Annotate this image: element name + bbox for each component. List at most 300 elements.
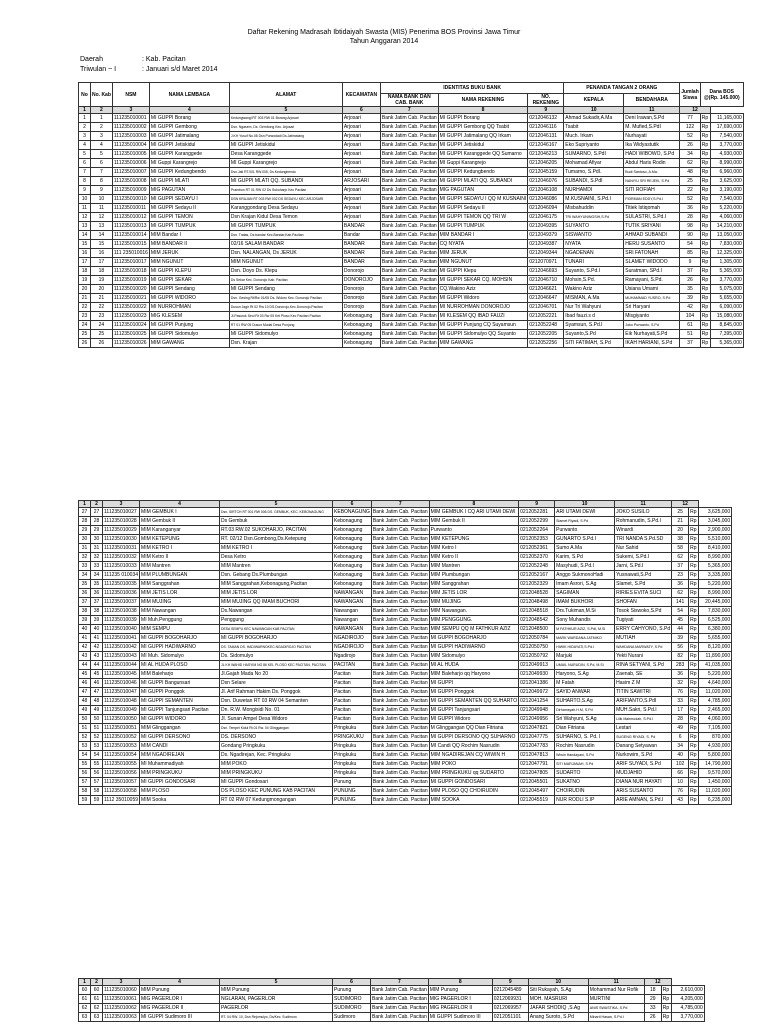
row-alamat: Dsn.Jati RT.001 RW.005, Ds.Kedungbendo <box>229 168 342 177</box>
row-nama-bank: Bank Jatim Cab. Pacitan <box>372 572 428 578</box>
row-no: 39 <box>79 616 91 625</box>
row-kepala: NGADENAN <box>564 249 624 258</box>
row-no: 24 <box>79 321 91 330</box>
row-nama-bank: Bank Jatim Cab. Pacitan <box>372 626 428 632</box>
column-number: 2 <box>91 501 103 508</box>
row-bendahara: Nurhayati <box>624 132 680 141</box>
row-dana-bos: 5,075,000 <box>710 285 743 294</box>
row-no-rekening: 0212041386 <box>519 679 555 688</box>
row-dana-bos: 2,465,000 <box>699 706 732 715</box>
row-nama-lembaga: MI GUPPI Bangunsari <box>140 679 220 688</box>
table-row <box>79 1013 705 1022</box>
row-nama-rekening: MI GUPPI Gembong QQ Tsabit <box>438 123 528 132</box>
row-kecamatan: Kebonagung <box>333 562 372 571</box>
row-bendahara: FIDRMAN EDDY,S.Pd.I <box>624 195 680 204</box>
column-number: 4 <box>149 107 229 114</box>
row-nama-lembaga: MI GUPPI Ponggok <box>140 688 220 697</box>
row-nama-bank: Bank Jatim Cab. Pacitan <box>381 169 437 175</box>
row-dana-bos: 8,990,000 <box>699 589 732 598</box>
row-nama-lembaga: MI GUPPI TEMON <box>149 213 229 222</box>
row-nama-lembaga: MI GUPPI Sedayu II <box>149 204 229 213</box>
table-row <box>79 114 744 123</box>
row-bendahara: Nur Sahid <box>615 544 672 553</box>
daerah-label: Daerah <box>80 56 103 63</box>
row-nama-bank: Bank Jatim Cab. Pacitan <box>372 716 428 722</box>
row-no: 54 <box>79 751 91 760</box>
row-no-kab: 4 <box>91 141 113 150</box>
row-alamat: MIM Sanggrahan,Kebonagung,Pacitan <box>220 580 333 589</box>
row-nama-bank: Bank Jatim Cab. Pacitan <box>372 662 428 668</box>
row-jumlah-siswa: 54 <box>680 240 701 249</box>
row-kepala: Much. Irkam <box>564 132 624 141</box>
row-no-rekening: 0212052299 <box>519 517 555 526</box>
col-no: No <box>79 83 91 107</box>
row-jumlah-siswa: 34 <box>680 150 701 159</box>
table-row <box>79 150 744 159</box>
row-nama-bank: Bank Jatim Cab. Pacitan <box>372 788 428 794</box>
row-alamat: 02/16 SALAM BANDAR <box>229 240 342 249</box>
row-nama-rekening: MI GUPPI Tanjungsari <box>429 706 519 715</box>
row-nsm: 111235010055 <box>103 760 140 769</box>
row-kecamatan: Kebonagung <box>342 321 380 330</box>
row-no-kab: 18 <box>91 267 113 276</box>
row-no-rekening: 0212046132 <box>528 114 564 123</box>
row-kecamatan: Punung <box>333 986 371 995</box>
row-currency: Rp <box>689 652 699 661</box>
row-nsm: 111235010027 <box>103 508 140 517</box>
row-nsm: 111235010026 <box>112 339 149 348</box>
row-nama-lembaga: MIM Karanganyar <box>140 526 220 535</box>
table-body-2 <box>79 508 732 805</box>
row-no: 27 <box>79 508 91 517</box>
row-nsm: 111235010031 <box>103 544 140 553</box>
row-no: 31 <box>79 544 91 553</box>
row-kecamatan: Punung <box>333 778 372 787</box>
row-bendahara: HADI WIBOWO, S.Pd <box>624 150 680 159</box>
row-jumlah-siswa: 35 <box>680 285 701 294</box>
table-row <box>79 508 732 517</box>
row-nama-rekening: MI GUPPI SEKAR CQ. MOHSIN <box>438 276 528 285</box>
row-kepala: Imam Asrori, S.Ag <box>555 580 615 589</box>
row-alamat: MI GUPPI Jetiskidul <box>229 141 342 150</box>
row-alamat: Penggung <box>220 616 333 625</box>
row-nama-bank: Bank Jatim Cab. Pacitan <box>372 545 428 551</box>
row-bendahara: WAHDANA MARWATY, S.Pd <box>615 643 672 652</box>
row-jumlah-siswa: 39 <box>680 294 701 303</box>
row-jumlah-siswa: 29 <box>644 995 661 1004</box>
row-no: 15 <box>79 240 91 249</box>
row-kecamatan: Kebonagung <box>333 517 372 526</box>
row-alamat: MIM KETRO I <box>220 544 333 553</box>
row-no-rekening: 0212048528 <box>519 589 555 598</box>
row-no-kab: 5 <box>91 150 113 159</box>
column-number: 10 <box>564 107 624 114</box>
row-dana-bos: 5,365,000 <box>699 562 732 571</box>
row-nsm: 111235010054 <box>103 751 140 760</box>
row-nama-bank: Bank Jatim Cab. Pacitan <box>381 133 437 139</box>
row-nama-bank: Bank Jatim Cab. Pacitan <box>372 770 428 776</box>
row-dana-bos: 5,365,000 <box>710 339 743 348</box>
row-dana-bos: 5,220,000 <box>699 580 732 589</box>
row-jumlah-siswa: 37 <box>680 339 701 348</box>
row-currency: Rp <box>661 986 671 995</box>
row-nsm: 111235010009 <box>112 186 149 195</box>
row-dana-bos: 11,165,000 <box>710 114 743 123</box>
row-no: 20 <box>79 285 91 294</box>
row-currency: Rp <box>700 168 710 177</box>
row-nsm: 111235010040 <box>103 625 140 634</box>
row-kepala: UMAIL NURUDIN, S.Pd, M.Si <box>555 661 615 670</box>
row-no-rekening: 0212046086 <box>528 195 564 204</box>
row-bendahara: DIANA NUR HAYATI <box>615 778 672 787</box>
row-kepala: Slamet Riyadi, S.Pd <box>555 517 615 526</box>
row-nsm: 111235010061 <box>103 995 140 1004</box>
row-nama-lembaga: MIM JERUK <box>149 249 229 258</box>
row-nsm: 1112 35010059 <box>104 797 139 803</box>
row-kepala: Misbahuddin <box>564 204 624 213</box>
row-kepala: Eko Supriyanto <box>564 141 624 150</box>
row-kepala: Tsabit <box>564 123 624 132</box>
row-kepala: CHOIRUDIN <box>555 787 615 796</box>
row-kepala: TRI WAHYUNINGSIH,S.Pd <box>564 213 624 222</box>
row-currency: Rp <box>700 321 710 330</box>
row-no-kab: 16 <box>91 249 113 258</box>
row-no-kab: 33 <box>91 562 103 571</box>
row-bendahara: MUHAMMAD YUSRO, S.Pd <box>624 294 680 303</box>
row-kepala: M.KUSNAINI, S.Pd.I <box>564 195 624 204</box>
table-row <box>79 787 732 796</box>
row-no: 29 <box>79 526 91 535</box>
table-row <box>79 249 744 258</box>
row-nsm: 111235010010 <box>112 195 149 204</box>
row-bendahara: Abdul Haris Rodin <box>624 159 680 168</box>
row-kepala: Sri Wahyuni, S.Ag <box>555 715 615 724</box>
row-nama-rekening: MIM MUJING <box>429 598 519 607</box>
row-nama-lembaga: MI GUPPI Karanggede <box>149 150 229 159</box>
row-nama-rekening: MIM PRINGKUKU qq SUDARTO <box>429 769 519 778</box>
row-jumlah-siswa: 37 <box>680 267 701 276</box>
column-number: 2 <box>91 107 113 114</box>
row-dana-bos: 14,790,000 <box>699 760 732 769</box>
row-nama-rekening: MI GUPPI Karanggede QQ Sumarno <box>438 150 528 159</box>
row-kepala: Masyhudi, S.Pd.I <box>555 562 615 571</box>
row-nama-bank: Bank Jatim Cab. Pacitan <box>372 698 428 704</box>
row-nama-lembaga: MI GUPPI WIDORO <box>140 715 220 724</box>
row-no-rekening: 0212045497 <box>519 787 555 796</box>
row-nama-lembaga: MI GUPPI Sidomulyo <box>149 330 229 339</box>
row-no: 56 <box>79 769 91 778</box>
row-nama-lembaga: MI GUPPI SEDAYU I <box>149 195 229 204</box>
row-nsm: 111235010032 <box>103 553 140 562</box>
table-row <box>79 688 732 697</box>
row-kecamatan: Pringkuku <box>333 742 372 751</box>
row-nama-bank: Bank Jatim Cab. Pacitan <box>372 996 427 1002</box>
row-nama-lembaga: MI GUPPI Punjung <box>149 321 229 330</box>
row-nama-bank: Bank Jatim Cab. Pacitan <box>381 187 437 193</box>
table-row <box>79 643 732 652</box>
row-alamat: RT.03 RW.02 SUKOHARJO, PACITAN <box>220 526 333 535</box>
row-currency: Rp <box>689 688 699 697</box>
row-kepala: SUDARTO <box>555 769 615 778</box>
row-kepala: Haryono, S.Ag <box>555 670 615 679</box>
row-currency: Rp <box>689 625 699 634</box>
row-nama-rekening: MIM GAWANG <box>438 339 528 348</box>
row-kepala: SUBANDI, S.PdI <box>564 177 624 186</box>
table-row <box>79 1004 705 1013</box>
row-kepala: SUHARTO,S.Ag <box>555 697 615 706</box>
row-nama-bank: Bank Jatim Cab. Pacitan <box>372 987 427 993</box>
row-nama-bank: Bank Jatim Cab. Pacitan <box>381 277 437 283</box>
row-nama-bank: Bank Jatim Cab. Pacitan <box>381 268 437 274</box>
column-number: 5 <box>220 979 333 986</box>
row-nama-rekening: MI GUPPI Sidomulyo QQ Suyanto <box>438 330 528 339</box>
row-jumlah-siswa: 102 <box>672 760 689 769</box>
row-nama-lembaga: MIG PAGUTAN <box>149 186 229 195</box>
row-bendahara: Sri Haryani <box>624 303 680 312</box>
row-nama-lembaga: MIG PAGERLOR I <box>140 995 220 1004</box>
row-no-kab: 32 <box>91 553 103 562</box>
document-title: Daftar Rekening Madrasah Ibtidaiyah Swasta (MIS) Penerima BOS Provinsi Jawa Timur <box>247 29 521 36</box>
row-no-kab: 53 <box>91 742 103 751</box>
row-no-kab: 56 <box>91 769 103 778</box>
row-kecamatan: Kebonagung <box>333 535 372 544</box>
row-currency: Rp <box>700 339 710 348</box>
row-dana-bos: 6,960,000 <box>710 168 743 177</box>
row-dana-bos: 20,445,000 <box>699 598 732 607</box>
row-no: 57 <box>79 778 91 787</box>
row-kecamatan: Pringkuku <box>333 751 372 760</box>
row-no: 26 <box>79 339 91 348</box>
table-row <box>79 760 732 769</box>
row-no-rekening: 0212046701 <box>528 303 564 312</box>
row-jumlah-siswa: 26 <box>680 141 701 150</box>
row-no-rekening: 0212049387 <box>528 240 564 249</box>
row-alamat: Ds.Nawangan <box>220 607 333 616</box>
row-bendahara: ARIF SUYADI, S.Pd <box>615 760 672 769</box>
row-dana-bos: 3,770,000 <box>710 141 743 150</box>
row-dana-bos: 5,655,000 <box>699 634 732 643</box>
row-kecamatan: DONOROJO <box>342 276 380 285</box>
row-kecamatan: Donorojo <box>342 294 380 303</box>
row-bendahara: MUDJAHID <box>615 769 672 778</box>
row-nama-rekening: MI Candi QQ Rochim Nasrudin <box>429 742 519 751</box>
row-dana-bos: 5,510,000 <box>699 535 732 544</box>
row-bendahara: Winardi <box>615 526 672 535</box>
row-nama-bank: Bank Jatim Cab. Pacitan <box>381 196 437 202</box>
row-no-kab: 24 <box>91 321 113 330</box>
row-currency: Rp <box>689 796 699 805</box>
row-currency: Rp <box>700 231 710 240</box>
row-nama-lembaga: MIM Glinggangan <box>140 724 220 733</box>
col-identitas: IDENTITAS BUKU BANK <box>380 83 563 94</box>
row-jumlah-siswa: 28 <box>672 715 689 724</box>
row-nama-rekening: MIM SEMPU QQ M FATHKUR AZIZ <box>429 625 519 634</box>
row-no-rekening: 0212048542 <box>519 616 555 625</box>
row-alamat: Dsn. SIRTCH RT 001 RW 006 DS. GEMBUK, KEC. KEBONAGUNG <box>220 508 333 517</box>
row-kecamatan: Kebonagung <box>333 553 372 562</box>
row-nsm: 111235010005 <box>112 150 149 159</box>
row-bendahara: Titiek Istiqomah <box>624 204 680 213</box>
row-jumlah-siswa: 6 <box>672 733 689 742</box>
row-nama-rekening: MIM Mantren <box>429 562 519 571</box>
row-nama-rekening: MIM Ketro I <box>429 544 519 553</box>
row-bendahara: IKAH HARIANI, S.Pd <box>624 339 680 348</box>
table-row <box>79 204 744 213</box>
row-nama-lembaga: MI GUPPI Kedungbendo <box>149 168 229 177</box>
row-dana-bos: 1,450,000 <box>699 778 732 787</box>
row-jumlah-siswa: 54 <box>672 607 689 616</box>
row-jumlah-siswa: 62 <box>672 553 689 562</box>
row-nama-rekening: M Glinggangan QQ Dian Fitriana <box>429 724 519 733</box>
row-dana-bos: 7,830,000 <box>699 607 732 616</box>
row-kepala: SAYID ANWAR <box>555 688 615 697</box>
row-dana-bos: 4,930,000 <box>710 150 743 159</box>
row-currency: Rp <box>689 760 699 769</box>
row-alamat: MI GUPPI Gondosari <box>220 778 333 787</box>
row-currency: Rp <box>700 258 710 267</box>
row-no-rekening: 0212046076 <box>528 177 564 186</box>
row-dana-bos: 3,335,000 <box>699 571 732 580</box>
row-currency: Rp <box>700 177 710 186</box>
row-currency: Rp <box>689 562 699 571</box>
row-jumlah-siswa: 21 <box>672 517 689 526</box>
row-alamat: DSN KRAJAN RT 003 RW 002 DS SEDAYU KEC ARJOSARI <box>229 195 342 204</box>
row-no-kab: 52 <box>91 733 103 742</box>
row-alamat: Dn. R.W. Mongisidi No. 01 <box>220 706 333 715</box>
row-kecamatan: Kebonagung <box>342 312 380 321</box>
row-jumlah-siswa: 52 <box>680 195 701 204</box>
row-currency: Rp <box>700 114 710 123</box>
row-no-rekening: 0212050750 <box>519 643 555 652</box>
row-kepala: Anang Suroto, S.Pd <box>528 1013 588 1022</box>
row-currency: Rp <box>689 715 699 724</box>
row-kecamatan: Arjosari <box>342 213 380 222</box>
row-nama-lembaga: MIM JETIS LOR <box>140 589 220 598</box>
row-kepala: Rochim Nasrudin <box>555 742 615 751</box>
row-no-rekening: 0212045519 <box>519 796 555 805</box>
row-no-rekening: 0212047775 <box>519 733 555 742</box>
row-nama-bank: Bank Jatim Cab. Pacitan <box>381 304 437 310</box>
row-kecamatan: Arjosari <box>342 195 380 204</box>
row-currency: Rp <box>689 751 699 760</box>
column-number: 9 <box>519 501 555 508</box>
row-dana-bos: 3,625,000 <box>699 508 732 517</box>
row-kecamatan: PACITAN <box>333 661 372 670</box>
row-alamat: MI GUPPI TUMPUK <box>229 222 342 231</box>
column-number: 11 <box>615 501 672 508</box>
row-alamat: DS PLOSO KEC PUNUNG KAB PACITAN <box>220 787 333 796</box>
row-no-kab: 42 <box>91 643 103 652</box>
row-no-rekening: 0212052167 <box>519 571 555 580</box>
table-row <box>79 222 744 231</box>
row-bendahara: Tugiyati <box>615 616 672 625</box>
row-no: 59 <box>79 796 91 805</box>
row-nama-bank: Bank Jatim Cab. Pacitan <box>372 608 428 614</box>
row-dana-bos: 5,220,000 <box>699 670 732 679</box>
row-no-kab: 13 <box>91 222 113 231</box>
row-dana-bos: 12,325,000 <box>710 249 743 258</box>
row-kepala: Ibad fauzi.s d <box>564 312 624 321</box>
row-nama-bank: Bank Jatim Cab. Pacitan <box>381 142 437 148</box>
row-alamat: DS. DERSONO <box>220 733 333 742</box>
row-kepala: Tumarno, S.PdI. <box>564 168 624 177</box>
row-kepala: Sumo A.Ma <box>555 544 615 553</box>
row-kecamatan: Pringkuku <box>333 760 372 769</box>
row-jumlah-siswa: 33 <box>672 697 689 706</box>
table-row <box>79 517 732 526</box>
row-kepala: Drs.Tukiman,M.Si <box>555 607 615 616</box>
row-bendahara: Rohmanudin, S.Pd.I <box>615 517 672 526</box>
row-kecamatan: BANDAR <box>342 258 380 267</box>
row-kepala: Dian Fitriana <box>555 724 615 733</box>
row-nsm: 111235010042 <box>103 643 140 652</box>
row-kecamatan: BANDAR <box>342 240 380 249</box>
row-currency: Rp <box>689 769 699 778</box>
row-nama-lembaga: MI NURROHMAN <box>149 303 229 312</box>
row-no: 36 <box>79 589 91 598</box>
column-number: 6 <box>333 501 372 508</box>
row-no-kab: 63 <box>91 1013 103 1022</box>
row-nsm: 111235010050 <box>103 715 140 724</box>
row-nama-bank: Bank Jatim Cab. Pacitan <box>372 581 428 587</box>
row-alamat: RT 01 RW 05 Dusun Mudal Desa Punjung <box>229 321 342 330</box>
row-bendahara: Mohammad Nur Rofik <box>588 986 644 995</box>
row-kepala: Mohamad Afiyar <box>564 159 624 168</box>
row-kecamatan: Arjosari <box>342 150 380 159</box>
row-dana-bos: 8,990,000 <box>699 553 732 562</box>
col-kepala: KEPALA <box>564 94 624 107</box>
row-bendahara: RIRIES EVITA SUCI <box>615 589 672 598</box>
row-nsm: 111235010044 <box>103 661 140 670</box>
row-dana-bos: 4,785,000 <box>671 1004 704 1013</box>
col-alamat: ALAMAT <box>229 83 342 107</box>
row-nama-rekening: MI GUPPI Ponggok <box>429 688 519 697</box>
row-nama-rekening: MIM Gembuk II <box>429 517 519 526</box>
column-number: 3 <box>103 979 140 986</box>
row-jumlah-siswa: 26 <box>644 1013 661 1022</box>
row-jumlah-siswa: 9 <box>680 258 701 267</box>
row-kecamatan: Arjosari <box>342 204 380 213</box>
row-bendahara: SHOFAN <box>615 598 672 607</box>
row-nama-rekening: MIM Plumbungan <box>429 571 519 580</box>
row-nama-lembaga: MIM Baleharjo <box>140 670 220 679</box>
row-dana-bos: 6,090,000 <box>710 303 743 312</box>
row-nama-rekening: MIM PLOSO QQ CHOIRUDIN <box>429 787 519 796</box>
row-no-rekening: 0212049956 <box>519 715 555 724</box>
row-nsm: 111235010048 <box>103 697 140 706</box>
table-row <box>79 553 732 562</box>
row-nsm: 111235010006 <box>112 159 149 168</box>
row-no-kab: 30 <box>91 535 103 544</box>
row-nsm: 111235010030 <box>103 535 140 544</box>
row-nama-lembaga: MIM NGADIREJAN <box>140 751 220 760</box>
column-number: 1 <box>79 107 91 114</box>
column-number: 11 <box>588 979 644 986</box>
row-nama-bank: Bank Jatim Cab. Pacitan <box>372 752 428 758</box>
row-kepala: Suyanto, S.Pd.I <box>564 267 624 276</box>
row-nsm: 111235010001 <box>112 114 149 123</box>
row-nama-rekening: MIG PAGERLOR II <box>428 1004 492 1013</box>
row-currency: Rp <box>689 598 699 607</box>
row-kepala: M FATHKUR AZIZ, S.PdI, M.Si <box>555 625 615 634</box>
row-nama-rekening: MI GUPPI Kedungbendo <box>438 168 528 177</box>
row-no-rekening: 0212046710 <box>528 276 564 285</box>
row-jumlah-siswa: 22 <box>680 186 701 195</box>
row-dana-bos: 13,050,000 <box>710 231 743 240</box>
row-nama-lembaga: MI Muhammadiyah <box>140 760 220 769</box>
row-dana-bos: 5,800,000 <box>699 751 732 760</box>
row-dana-bos: 3,770,000 <box>710 276 743 285</box>
